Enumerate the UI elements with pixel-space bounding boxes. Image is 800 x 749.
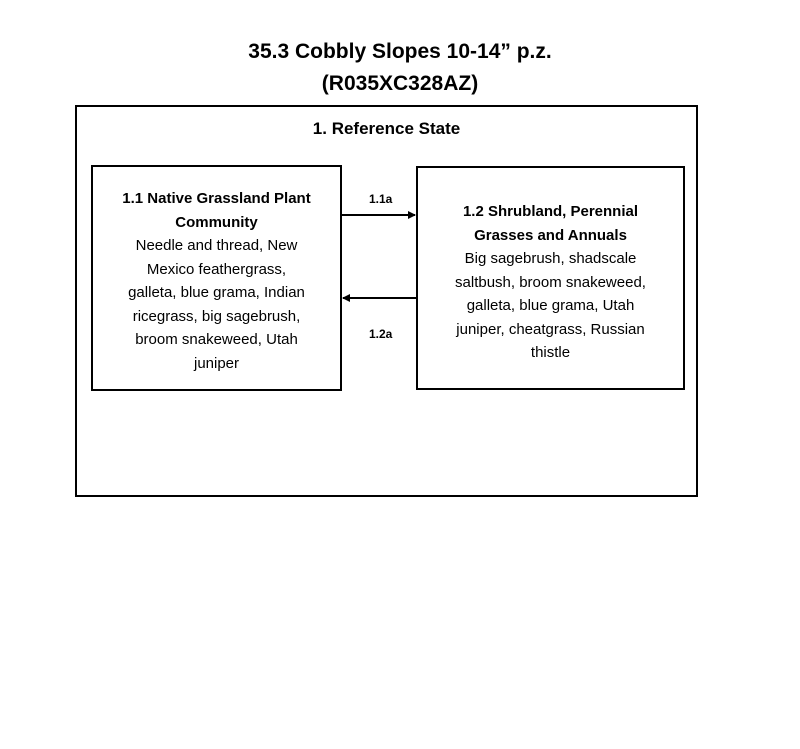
community-1-1-heading-line-1: 1.1 Native Grassland Plant — [122, 190, 311, 207]
community-1-1-species-line: ricegrass, big sagebrush, — [132, 307, 301, 325]
community-1-2-species-line: thistle — [530, 344, 571, 361]
community-1-2-species-line: Big sagebrush, shadscale — [464, 250, 637, 267]
community-1-2-species-line: juniper, cheatgrass, Russian — [456, 320, 645, 338]
community-1-1-species-line: juniper — [193, 354, 240, 372]
reference-state-title: 1. Reference State — [312, 119, 461, 138]
transition-label-1-1a: 1.1a — [369, 192, 393, 206]
community-1-1-species-line: Mexico feathergrass, — [146, 260, 287, 278]
community-1-1-species-line: galleta, blue grama, Indian — [128, 284, 305, 301]
diagram-title-line-2: (R035XC328AZ) — [321, 72, 479, 95]
diagram-title-line-1: 35.3 Cobbly Slopes 10-14” p.z. — [248, 40, 552, 63]
community-1-2-heading-line-1: 1.2 Shrubland, Perennial — [462, 203, 639, 220]
community-1-1-heading-line-2: Community — [175, 213, 258, 231]
community-1-1-species-line: broom snakeweed, Utah — [135, 331, 298, 348]
community-1-2-species-line: saltbush, broom snakeweed, — [455, 273, 646, 291]
transition-label-1-2a: 1.2a — [369, 327, 393, 341]
community-1-2-species-line: galleta, blue grama, Utah — [466, 297, 635, 314]
community-1-2-heading-line-2: Grasses and Annuals — [474, 226, 627, 244]
community-1-1-species-line: Needle and thread, New — [135, 237, 298, 254]
